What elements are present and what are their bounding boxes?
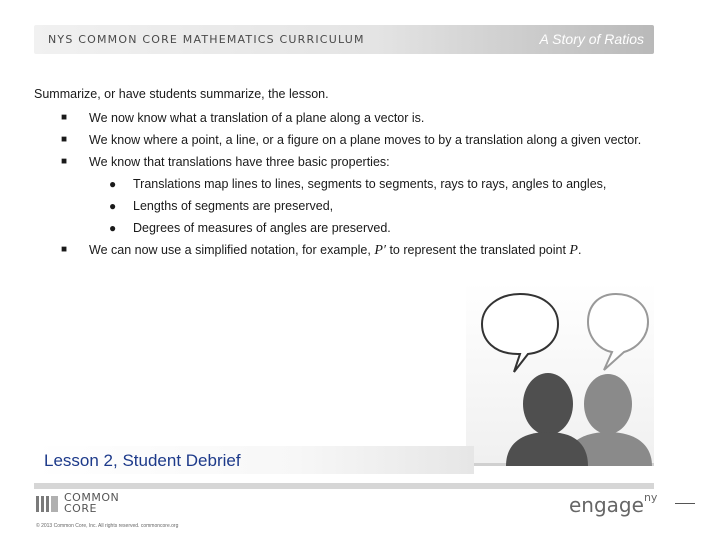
notation-text-b: to represent the translated point [385, 243, 570, 257]
notation-text-a: We can now use a simplified notation, for example, [89, 243, 375, 257]
copyright-notice: © 2013 Common Core, Inc. All rights reserved. commoncore.org [36, 523, 179, 529]
sub-bullet-text: Lengths of segments are preserved, [133, 199, 334, 213]
common-core-line1: COMMON [64, 491, 120, 504]
header-bar [34, 25, 654, 54]
footer-divider [34, 483, 654, 489]
curriculum-title: NYS COMMON CORE MATHEMATICS CURRICULUM [48, 33, 365, 46]
speech-bubble-left-icon [482, 294, 558, 372]
bullet-text: We now know what a translation of a plane along a vector is. [89, 111, 425, 125]
list-item [34, 107, 674, 129]
engage-text: engage [569, 493, 644, 517]
people-talking-illustration [466, 282, 654, 466]
lesson-summary [34, 87, 674, 262]
debrief-panel [34, 446, 474, 474]
list-item [34, 239, 674, 262]
list-item [89, 217, 674, 239]
speech-bubble-right-icon [588, 294, 648, 370]
variable-p-prime: P′ [374, 243, 386, 258]
engage-ny-superscript: ny [643, 491, 658, 505]
list-item [89, 195, 674, 217]
sub-bullet-text: Translations map lines to lines, segments to segments, rays to rays, angles to angles, [133, 177, 607, 191]
bullet-text [89, 243, 581, 257]
variable-p: P [569, 243, 578, 258]
summary-list [34, 107, 674, 262]
bullet-text: We know where a point, a line, or a figure on a plane moves to by a translation along a given vector. [89, 133, 642, 147]
bullet-text: We know that translations have three basic properties: [89, 155, 390, 169]
speech-bubbles-icon [466, 282, 654, 466]
sub-bullet-text: Degrees of measures of angles are preserved. [133, 221, 391, 235]
list-item [34, 151, 674, 239]
engage-ny-logo [569, 493, 657, 517]
square-bullet-icon: ■ [61, 244, 68, 255]
dot-bullet-icon: ● [109, 199, 117, 213]
properties-list [89, 173, 674, 239]
list-item [89, 173, 674, 195]
footer-accent-line [675, 503, 695, 504]
person-left-icon [506, 373, 588, 466]
list-item [34, 129, 674, 151]
story-title: A Story of Ratios [539, 31, 644, 47]
square-bullet-icon: ■ [61, 112, 68, 123]
dot-bullet-icon: ● [109, 177, 117, 191]
square-bullet-icon: ■ [61, 156, 68, 167]
notation-text-c: . [577, 243, 582, 257]
dot-bullet-icon: ● [109, 221, 117, 235]
common-core-line2: CORE [64, 502, 97, 515]
common-core-wordmark [64, 492, 119, 514]
square-bullet-icon: ■ [61, 134, 68, 145]
debrief-title: Lesson 2, Student Debrief [44, 451, 241, 470]
summary-intro: Summarize, or have students summarize, the lesson. [34, 87, 329, 101]
common-core-logo-icon [36, 494, 58, 514]
